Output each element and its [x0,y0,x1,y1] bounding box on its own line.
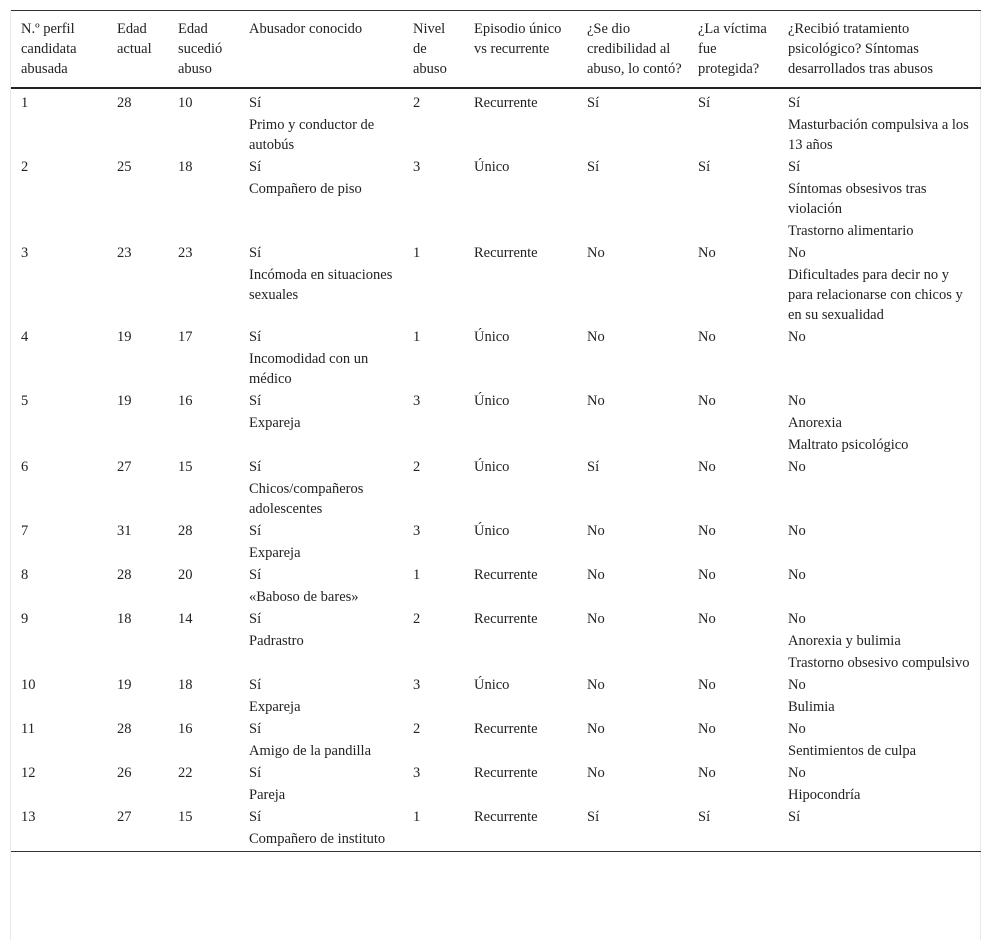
cell-known-abuser [239,325,403,389]
header-treatment: ¿Recibió tratamiento psicológico? Síntomas desarrollados tras abusos [788,21,933,77]
cell-treatment-line: Trastorno obsesivo compulsivo [788,655,970,671]
cell-episode-type: Recurrente [474,611,538,627]
cell-credibility: Sí [587,809,600,825]
cell-treatment [778,155,981,241]
cell-credibility: Sí [587,95,600,111]
cell-abuse-age: 17 [178,329,193,345]
table-row [11,761,981,805]
cell-profile-number: 9 [21,611,29,627]
cell-abuse-level: 1 [413,329,421,345]
table-body [11,88,981,852]
cell-abuse-age: 20 [178,567,193,583]
cell-known-abuser-line: Sí [249,611,262,627]
abuse-profiles-table [11,10,981,852]
cell-known-abuser-line: Incómoda en situaciones sexuales [249,267,393,303]
cell-credibility: No [587,329,605,345]
cell-treatment [778,455,981,519]
cell-abuse-level: 2 [413,721,421,737]
cell-known-abuser-line: Sí [249,523,262,539]
cell-current-age: 18 [117,611,132,627]
cell-treatment-line: No [788,329,806,345]
cell-episode-type: Único [474,677,510,693]
cell-known-abuser-line: Sí [249,393,262,409]
cell-profile-number: 3 [21,245,29,261]
cell-treatment-line: No [788,765,806,781]
cell-abuse-level: 2 [413,611,421,627]
header-abuse-age: Edad sucedió abuso [178,21,223,77]
cell-episode-type: Recurrente [474,567,538,583]
cell-treatment-line: Hipocondría [788,787,861,803]
cell-abuse-age: 14 [178,611,193,627]
header-protected: ¿La víctima fue protegida? [698,21,767,77]
cell-episode-type: Único [474,159,510,175]
cell-known-abuser-line: Sí [249,329,262,345]
cell-known-abuser-line: Sí [249,459,262,475]
cell-abuse-level: 2 [413,95,421,111]
cell-known-abuser [239,241,403,325]
cell-episode-type: Recurrente [474,245,538,261]
cell-abuse-level: 1 [413,245,421,261]
cell-abuse-age: 22 [178,765,193,781]
cell-treatment-line: Trastorno alimentario [788,223,914,239]
cell-known-abuser [239,761,403,805]
cell-known-abuser-line: Compañero de piso [249,181,362,197]
table-row [11,673,981,717]
cell-abuse-level: 3 [413,765,421,781]
cell-known-abuser [239,389,403,455]
table-row [11,325,981,389]
cell-treatment-line: No [788,523,806,539]
cell-treatment-line: Bulimia [788,699,835,715]
cell-current-age: 28 [117,567,132,583]
cell-known-abuser-line: Expareja [249,415,301,431]
cell-treatment-line: No [788,459,806,475]
cell-treatment [778,805,981,852]
header-current-age: Edad actual [117,21,152,57]
cell-protected: No [698,721,716,737]
cell-abuse-level: 3 [413,159,421,175]
cell-abuse-age: 28 [178,523,193,539]
table-row [11,805,981,852]
cell-protected: Sí [698,159,711,175]
header-credibility: ¿Se dio credibilidad al abuso, lo contó? [587,21,682,77]
table-header [11,11,981,89]
cell-credibility: No [587,523,605,539]
table-row [11,455,981,519]
cell-known-abuser [239,88,403,155]
table-row [11,88,981,155]
cell-treatment [778,717,981,761]
cell-treatment-line: Síntomas obsesivos tras violación [788,181,927,217]
table-row [11,155,981,241]
table-row [11,389,981,455]
cell-known-abuser [239,563,403,607]
cell-protected: Sí [698,95,711,111]
cell-episode-type: Único [474,523,510,539]
cell-treatment-line: Sí [788,159,801,175]
cell-treatment-line: Anorexia y bulimia [788,633,901,649]
cell-known-abuser-line: Sí [249,677,262,693]
cell-known-abuser-line: Sí [249,765,262,781]
cell-treatment [778,761,981,805]
header-profile-number: N.º perfil candidata abusada [21,21,77,77]
cell-known-abuser-line: Chicos/compañeros adolescentes [249,481,364,517]
cell-episode-type: Único [474,459,510,475]
cell-credibility: No [587,721,605,737]
cell-treatment-line: No [788,611,806,627]
cell-abuse-age: 16 [178,393,193,409]
cell-profile-number: 8 [21,567,29,583]
cell-abuse-age: 23 [178,245,193,261]
table-row [11,717,981,761]
cell-protected: No [698,677,716,693]
table-row [11,607,981,673]
cell-current-age: 19 [117,677,132,693]
cell-known-abuser-line: «Baboso de bares» [249,589,359,605]
cell-treatment-line: Anorexia [788,415,842,431]
cell-known-abuser [239,519,403,563]
cell-treatment-line: No [788,567,806,583]
cell-known-abuser-line: Sí [249,95,262,111]
cell-known-abuser-line: Primo y conductor de autobús [249,117,375,153]
cell-credibility: No [587,245,605,261]
cell-treatment [778,241,981,325]
cell-current-age: 23 [117,245,132,261]
cell-known-abuser-line: Expareja [249,545,301,561]
cell-known-abuser-line: Sí [249,567,262,583]
cell-protected: No [698,567,716,583]
cell-known-abuser-line: Sí [249,721,262,737]
cell-known-abuser [239,455,403,519]
cell-credibility: Sí [587,159,600,175]
cell-profile-number: 7 [21,523,29,539]
cell-protected: No [698,611,716,627]
header-abuse-level: Nivel de abuso [413,21,447,77]
cell-treatment [778,673,981,717]
cell-abuse-age: 16 [178,721,193,737]
cell-treatment [778,325,981,389]
cell-episode-type: Único [474,393,510,409]
cell-treatment-line: No [788,245,806,261]
cell-abuse-level: 3 [413,677,421,693]
cell-treatment-line: Dificultades para decir no y para relacionarse con chicos y en su sexualidad [788,267,963,323]
cell-known-abuser-line: Pareja [249,787,286,803]
cell-treatment-line: No [788,393,806,409]
cell-abuse-age: 15 [178,459,193,475]
cell-credibility: No [587,765,605,781]
cell-current-age: 19 [117,329,132,345]
cell-abuse-age: 18 [178,159,193,175]
cell-treatment [778,607,981,673]
cell-protected: No [698,459,716,475]
cell-known-abuser [239,155,403,241]
cell-episode-type: Único [474,329,510,345]
cell-credibility: No [587,677,605,693]
table-row [11,563,981,607]
cell-abuse-level: 1 [413,809,421,825]
cell-protected: No [698,765,716,781]
cell-treatment-line: Masturbación compulsiva a los 13 años [788,117,969,153]
cell-known-abuser-line: Compañero de instituto [249,831,386,847]
cell-current-age: 28 [117,95,132,111]
cell-abuse-age: 18 [178,677,193,693]
cell-known-abuser-line: Sí [249,245,262,261]
cell-known-abuser [239,607,403,673]
cell-abuse-level: 3 [413,523,421,539]
cell-treatment-line: Maltrato psicológico [788,437,909,453]
cell-credibility: No [587,393,605,409]
cell-known-abuser-line: Sí [249,809,262,825]
cell-current-age: 27 [117,809,132,825]
header-known-abuser: Abusador conocido [249,21,363,37]
cell-profile-number: 5 [21,393,29,409]
cell-credibility: No [587,611,605,627]
cell-current-age: 28 [117,721,132,737]
table-row [11,241,981,325]
cell-credibility: Sí [587,459,600,475]
cell-protected: No [698,245,716,261]
cell-known-abuser-line: Incomodidad con un médico [249,351,369,387]
cell-known-abuser-line: Padrastro [249,633,304,649]
cell-abuse-level: 2 [413,459,421,475]
cell-treatment-line: No [788,677,806,693]
header-episode-type: Episodio único vs recurrente [474,21,562,57]
cell-profile-number: 6 [21,459,29,475]
cell-current-age: 19 [117,393,132,409]
cell-episode-type: Recurrente [474,721,538,737]
table-row [11,519,981,563]
cell-treatment [778,519,981,563]
cell-known-abuser-line: Sí [249,159,262,175]
cell-current-age: 26 [117,765,132,781]
cell-treatment-line: No [788,721,806,737]
cell-profile-number: 11 [21,721,35,737]
cell-treatment-line: Sí [788,95,801,111]
cell-current-age: 25 [117,159,132,175]
cell-known-abuser [239,673,403,717]
cell-profile-number: 12 [21,765,36,781]
cell-treatment-line: Sí [788,809,801,825]
cell-episode-type: Recurrente [474,765,538,781]
cell-current-age: 27 [117,459,132,475]
cell-credibility: No [587,567,605,583]
cell-protected: Sí [698,809,711,825]
cell-known-abuser [239,805,403,852]
header-row [11,11,981,89]
cell-treatment [778,563,981,607]
cell-profile-number: 13 [21,809,36,825]
cell-abuse-level: 3 [413,393,421,409]
cell-abuse-age: 10 [178,95,193,111]
cell-protected: No [698,329,716,345]
cell-treatment [778,88,981,155]
cell-episode-type: Recurrente [474,95,538,111]
cell-known-abuser [239,717,403,761]
cell-episode-type: Recurrente [474,809,538,825]
cell-profile-number: 1 [21,95,29,111]
cell-protected: No [698,523,716,539]
cell-treatment-line: Sentimientos de culpa [788,743,917,759]
cell-abuse-level: 1 [413,567,421,583]
cell-current-age: 31 [117,523,132,539]
cell-treatment [778,389,981,455]
cell-profile-number: 10 [21,677,36,693]
cell-profile-number: 2 [21,159,29,175]
cell-known-abuser-line: Amigo de la pandilla [249,743,372,759]
cell-known-abuser-line: Expareja [249,699,301,715]
cell-profile-number: 4 [21,329,29,345]
cell-protected: No [698,393,716,409]
cell-abuse-age: 15 [178,809,193,825]
